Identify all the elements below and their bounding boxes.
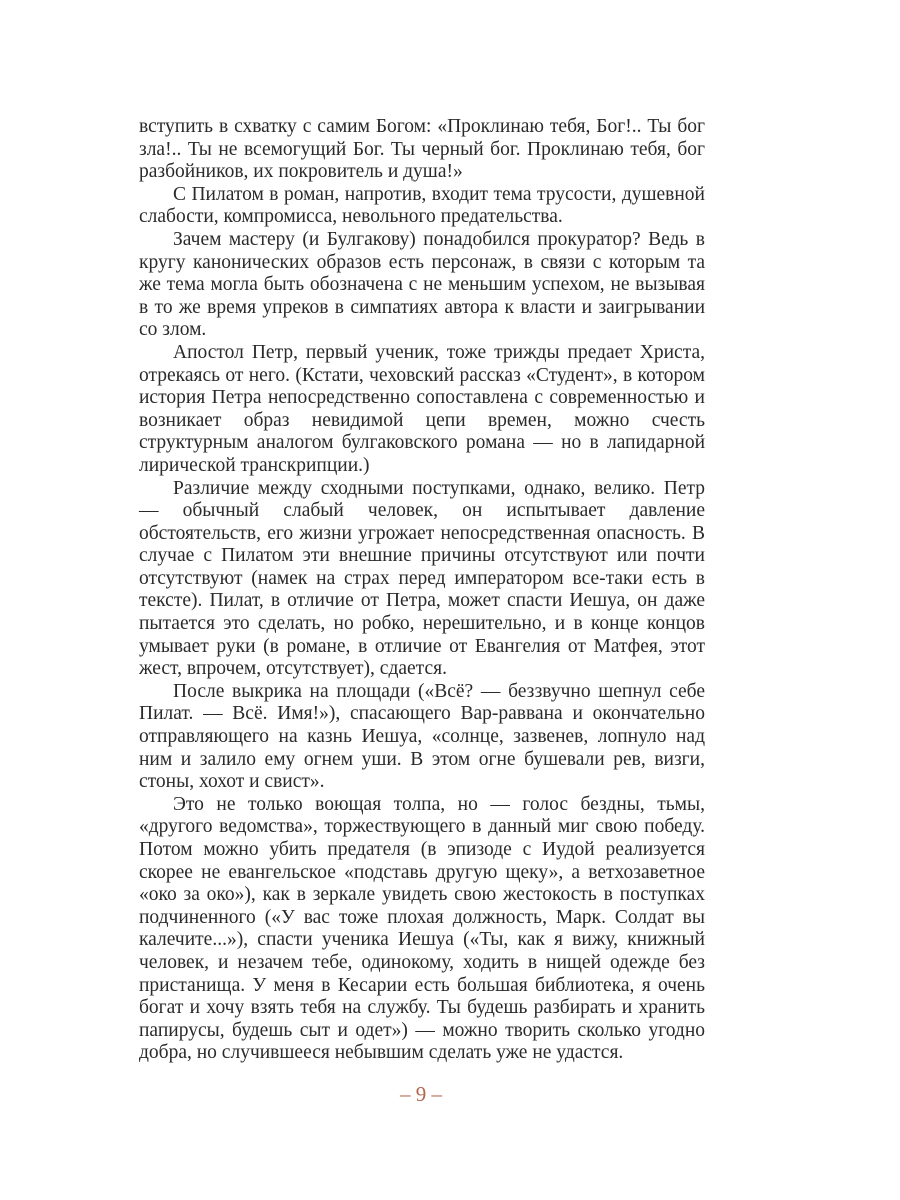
- paragraph-3: Зачем мастеру (и Булгакову) понадобился прокуратор? Ведь в кругу канонических образов есть персонаж, в связи с которым та же тема могла быть обозначена с не меньшим успехом, не вызывая в то же время упреков в симпатиях автора к власти и заигрывании со злом.: [139, 228, 705, 341]
- paragraph-7: Это не только воющая толпа, но — голос бездны, тьмы, «другого ведомства», торжествующего в данный миг свою победу. Потом можно убить предателя (в эпизоде с Иудой реализуется скорее не евангельское «подставь другую щеку», а ветхозаветное «око за око»), как в зеркале увидеть свою жестокость в поступках подчиненного («У вас тоже плохая должность, Марк. Солдат вы калечите...»), спасти ученика Иешуа («Ты, как я вижу, книжный человек, и незачем тебе, одинокому, ходить в нищей одежде без пристанища. У меня в Кесарии есть большая библиотека, я очень богат и хочу взять тебя на службу. Ты будешь разбирать и хранить папирусы, будешь сыт и одет») — можно творить сколько угодно добра, но случившееся небывшим сделать уже не удастся.: [139, 793, 705, 1064]
- paragraph-6: После выкрика на площади («Всё? — беззвучно шепнул себе Пилат. — Всё. Имя!»), спасающего Вар-раввана и окончательно отправляющего на казнь Иешуа, «солнце, зазвенев, лопнуло над ним и залило ему огнем уши. В этом огне бушевали рев, визги, стоны, хохот и свист».: [139, 680, 705, 793]
- paragraph-4: Апостол Петр, первый ученик, тоже трижды предает Христа, отрекаясь от него. (Кстати, чеховский рассказ «Студент», в котором история Петра непосредственно сопоставлена с современностью и возникает образ невидимой цепи времен, можно счесть структурным аналогом булгаковского романа — но в лапидарной лирической транскрипции.): [139, 341, 705, 476]
- page-number: – 9 –: [400, 1082, 442, 1106]
- body-text: [139, 116, 705, 1065]
- paragraph-1: вступить в схватку с самим Богом: «Проклинаю тебя, Бог!.. Ты бог зла!.. Ты не всемогущий Бог. Ты черный бог. Проклинаю тебя, бог разбойников, их покровитель и душа!»: [139, 116, 705, 183]
- paragraph-2: С Пилатом в роман, напротив, входит тема трусости, душевной слабости, компромисса, невольного предательства.: [139, 183, 705, 228]
- paragraph-5: Различие между сходными поступками, однако, велико. Петр — обычный слабый человек, он испытывает давление обстоятельств, его жизни угрожает непосредственная опасность. В случае с Пилатом эти внешние причины отсутствуют или почти отсутствуют (намек на страх перед императором все-таки есть в тексте). Пилат, в отличие от Петра, может спасти Иешуа, он даже пытается это сделать, но робко, нерешительно, и в конце концов умывает руки (в романе, в отличие от Евангелия от Матфея, этот жест, впрочем, отсутствует), сдается.: [139, 477, 705, 680]
